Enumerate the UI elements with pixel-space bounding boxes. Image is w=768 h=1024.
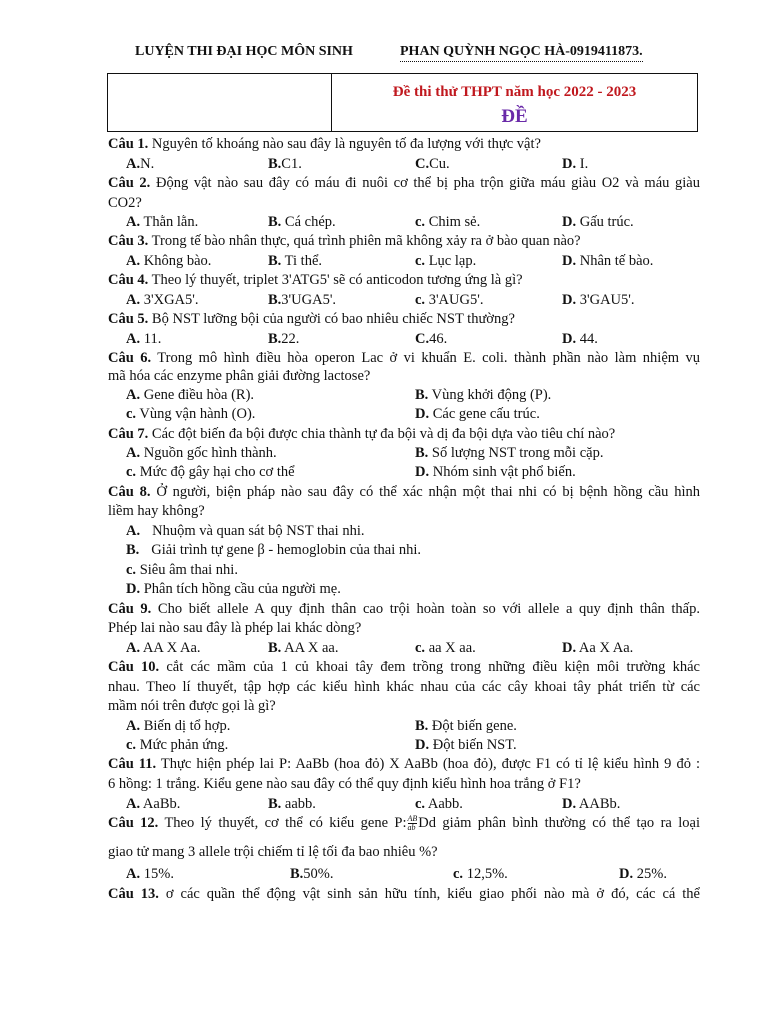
question-11: Câu 11. Thực hiện phép lai P: AaBb (hoa đỏ) X AaBb (hoa đỏ), được F1 có tỉ lệ kiểu hình 9 đỏ : bbox=[108, 756, 700, 772]
question-8: Câu 8. Ở người, biện pháp nào sau đây có thể xác nhận một thai nhi có bị bệnh hồng cầu hình bbox=[108, 484, 700, 500]
option-d[interactable]: D. 25%. bbox=[619, 866, 667, 882]
option-b[interactable]: B. Số lượng NST trong mỗi cặp. bbox=[415, 445, 604, 461]
option-b[interactable]: B. aabb. bbox=[268, 796, 316, 812]
option-a[interactable]: A. AA X Aa. bbox=[126, 640, 201, 656]
option-c[interactable]: c. Mức độ gây hại cho cơ thể bbox=[126, 464, 295, 480]
option-c[interactable]: c. Aabb. bbox=[415, 796, 463, 812]
question-1 bbox=[108, 136, 700, 153]
option-c[interactable]: c. Chim sẻ. bbox=[415, 214, 481, 230]
option-b[interactable]: B.C1. bbox=[268, 156, 302, 172]
option-d[interactable]: D. Aa X Aa. bbox=[562, 640, 634, 656]
option-b[interactable]: B.3'UGA5'. bbox=[268, 292, 337, 308]
option-a[interactable]: A. Biến dị tổ hợp. bbox=[126, 718, 231, 734]
question-10: Câu 10. cắt các mầm của 1 củ khoai tây đem trồng trong những điều kiện môi trường khác bbox=[108, 659, 700, 675]
option-c[interactable]: C.Cu. bbox=[415, 156, 450, 172]
option-b[interactable]: B.22. bbox=[268, 331, 300, 347]
option-d[interactable]: D. Gấu trúc. bbox=[562, 214, 634, 230]
exam-title-box bbox=[107, 73, 698, 132]
question-label: Câu 1. bbox=[108, 136, 149, 152]
option-b[interactable]: B. Vùng khởi động (P). bbox=[415, 387, 552, 403]
genotype-fraction: $\frac{AB}{ab}$ bbox=[407, 814, 418, 833]
option-a[interactable]: A. 11. bbox=[126, 331, 162, 347]
option-d[interactable]: D. Các gene cấu trúc. bbox=[415, 406, 540, 422]
option-d[interactable]: D. I. bbox=[562, 156, 589, 172]
option-a[interactable]: A. Không bào. bbox=[126, 253, 212, 269]
question-10-cont: mầm nói trên được gọi là gì? bbox=[108, 698, 276, 714]
question-2-cont: CO2? bbox=[108, 195, 142, 211]
exam-subtitle: ĐỀ bbox=[501, 106, 528, 127]
option-d[interactable]: D. 3'GAU5'. bbox=[562, 292, 635, 308]
question-12: Câu 12. Theo lý thuyết, cơ thể có kiểu gene P: $\frac{AB}{ab}$ Dd giảm phân bình thường có thể tạo ra loại bbox=[108, 814, 700, 833]
option-d[interactable]: D. Đột biến NST. bbox=[415, 737, 517, 753]
option-c[interactable]: c. Vùng vận hành (O). bbox=[126, 406, 256, 422]
question-4: Câu 4. Theo lý thuyết, triplet 3'ATG5' sẽ có anticodon tương ứng là gì? bbox=[108, 272, 523, 288]
option-a[interactable]: A. 15%. bbox=[126, 866, 174, 882]
option-d[interactable]: D. Nhân tế bào. bbox=[562, 253, 654, 269]
option-b[interactable]: B. Cá chép. bbox=[268, 214, 336, 230]
option-d[interactable]: D. Nhóm sinh vật phổ biến. bbox=[415, 464, 576, 480]
question-8-cont: liềm hay không? bbox=[108, 503, 205, 519]
question-10-cont: nhau. Theo lí thuyết, tập hợp các kiểu hình khác nhau của các cây khoai tây phát triển từ các bbox=[108, 679, 700, 695]
question-13: Câu 13. ơ các quần thể động vật sinh sản hữu tính, kiểu giao phối nào mà ở đó, các cá thể bbox=[108, 886, 700, 902]
option-a[interactable]: A. AaBb. bbox=[126, 796, 181, 812]
option-c[interactable]: c. 12,5%. bbox=[453, 866, 508, 882]
option-b[interactable]: B. Ti thể. bbox=[268, 253, 323, 269]
exam-title: Đề thi thử THPT năm học 2022 - 2023 bbox=[392, 84, 637, 100]
question-3: Câu 3. Trong tế bào nhân thực, quá trình phiên mã không xảy ra ở bào quan nào? bbox=[108, 233, 581, 249]
option-c[interactable]: c. Mức phản ứng. bbox=[126, 737, 229, 753]
question-text: Nguyên tố khoáng nào sau đây là nguyên tố đa lượng với thực vật? bbox=[151, 136, 541, 152]
question-6: Câu 6. Trong mô hình điều hòa operon Lac ở vi khuẩn E. coli. thành phần nào làm nhiệm vụ bbox=[108, 350, 700, 366]
question-11-cont: 6 hồng: 1 trắng. Kiểu gene nào sau đây có thể quy định kiểu hình hoa trắng ở F1? bbox=[108, 776, 581, 792]
option-d[interactable]: D. 44. bbox=[562, 331, 598, 347]
option-a[interactable]: A. Nhuộm và quan sát bộ NST thai nhi. bbox=[126, 523, 365, 539]
option-a[interactable]: A.N. bbox=[126, 156, 155, 172]
question-9: Câu 9. Cho biết allele A quy định thân cao trội hoàn toàn so với allele a quy định thân thấp. bbox=[108, 601, 700, 617]
option-b[interactable]: B. Giải trình tự gene β - hemoglobin của thai nhi. bbox=[126, 542, 422, 558]
option-d[interactable]: D. AABb. bbox=[562, 796, 621, 812]
option-a[interactable]: A. Thằn lằn. bbox=[126, 214, 199, 230]
option-a[interactable]: A. 3'XGA5'. bbox=[126, 292, 199, 308]
course-title: LUYỆN THI ĐẠI HỌC MÔN SINH bbox=[135, 44, 353, 59]
question-5: Câu 5. Bộ NST lưỡng bội của người có bao nhiêu chiếc NST thường? bbox=[108, 311, 515, 327]
question-12-cont: giao tử mang 3 allele trội chiếm tỉ lệ tối đa bao nhiêu %? bbox=[108, 844, 438, 860]
question-6-cont: mã hóa các enzyme phân giải đường lactose? bbox=[108, 368, 371, 384]
author-contact: PHAN QUỲNH NGỌC HÀ-0919411873. bbox=[400, 44, 643, 59]
option-c[interactable]: c. Lục lạp. bbox=[415, 253, 477, 269]
question-7: Câu 7. Các đột biến đa bội được chia thành tự đa bội và dị đa bội dựa vào tiêu chí nào? bbox=[108, 426, 616, 442]
option-b[interactable]: B. AA X aa. bbox=[268, 640, 339, 656]
question-2: Câu 2. Động vật nào sau đây có máu đi nuôi cơ thể bị pha trộn giữa máu giàu O2 và máu giàu bbox=[108, 175, 700, 191]
question-9-cont: Phép lai nào sau đây là phép lai khác dòng? bbox=[108, 620, 362, 636]
option-c[interactable]: c. aa X aa. bbox=[415, 640, 476, 656]
option-b[interactable]: B. Đột biến gene. bbox=[415, 718, 517, 734]
option-a[interactable]: A. Nguồn gốc hình thành. bbox=[126, 445, 277, 461]
option-c[interactable]: c. 3'AUG5'. bbox=[415, 292, 484, 308]
option-a[interactable]: A. Gene điều hòa (R). bbox=[126, 387, 255, 403]
option-d[interactable]: D. Phân tích hồng cầu của người mẹ. bbox=[126, 581, 341, 597]
option-c[interactable]: C.46. bbox=[415, 331, 448, 347]
option-b[interactable]: B.50%. bbox=[290, 866, 334, 882]
option-c[interactable]: c. Siêu âm thai nhi. bbox=[126, 562, 238, 578]
